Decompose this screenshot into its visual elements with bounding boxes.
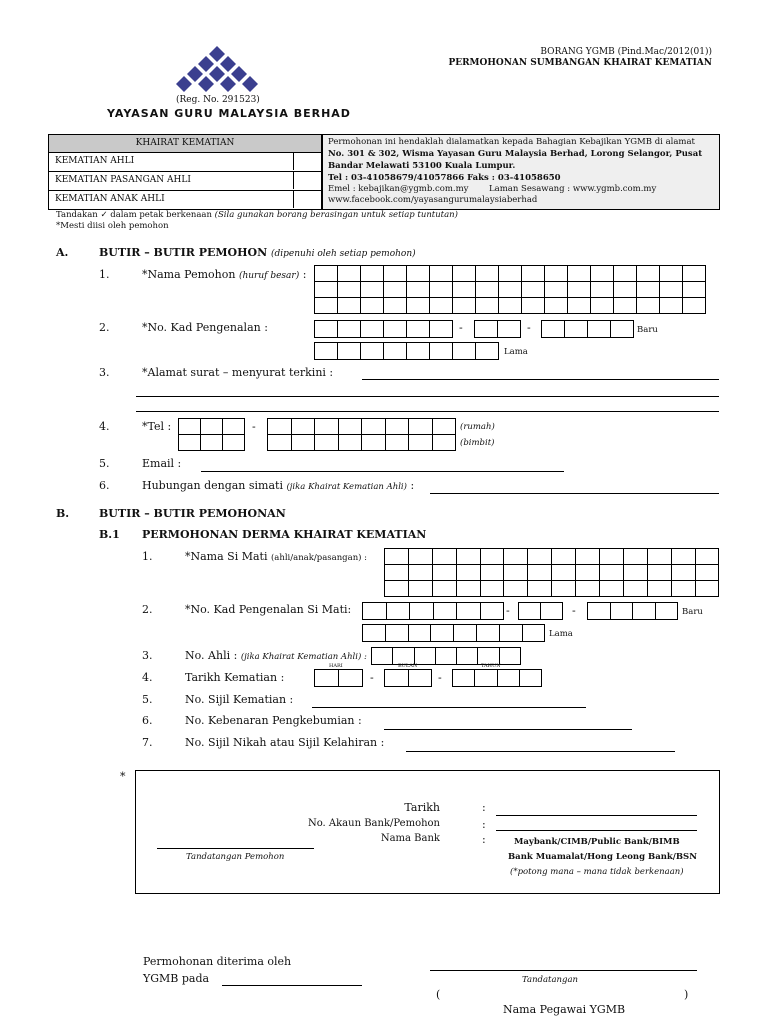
section-b-letter: B. bbox=[56, 507, 70, 520]
ic-simati-part1[interactable] bbox=[362, 602, 504, 620]
banks-note: (*potong mana – mana tidak berkenaan) bbox=[510, 867, 684, 877]
section-a-note: (dipenuhi oleh setiap pemohon) bbox=[271, 249, 416, 259]
banks-line-1: Maybank/CIMB/Public Bank/BIMB bbox=[514, 837, 680, 847]
alamat-line-1[interactable] bbox=[362, 379, 719, 380]
section-a-title bbox=[99, 247, 416, 259]
tarikh-bulan-grid[interactable] bbox=[384, 669, 432, 687]
section-b-title: BUTIR – BUTIR PEMOHONAN bbox=[99, 507, 286, 520]
dash: - bbox=[370, 671, 374, 684]
q-number: 1. bbox=[142, 550, 153, 563]
ic-simati-label: *No. Kad Pengenalan Si Mati: bbox=[185, 603, 352, 616]
colon: : bbox=[302, 268, 307, 281]
kebenaran-line[interactable] bbox=[384, 729, 632, 730]
colon: : bbox=[482, 801, 486, 814]
email-label: Email : bbox=[142, 457, 182, 470]
section-a-letter: A. bbox=[56, 246, 69, 259]
dash: - bbox=[438, 671, 442, 684]
dash: - bbox=[572, 604, 576, 617]
tel-prefix-grid[interactable] bbox=[178, 418, 245, 451]
section-a-title-text: BUTIR – BUTIR PEMOHON bbox=[99, 246, 268, 259]
email-line[interactable] bbox=[201, 471, 564, 472]
address-line: Bandar Melawati 53100 Kuala Lumpur. bbox=[328, 161, 516, 171]
contact-line: Tel : 03-41058679/41057866 Faks : 03-41058650 bbox=[328, 173, 561, 183]
baru-label: Baru bbox=[637, 325, 658, 335]
ic-simati-part3[interactable] bbox=[587, 602, 678, 620]
dash: - bbox=[506, 604, 510, 617]
tarikh-label: Tarikh bbox=[404, 801, 440, 814]
no-ahli-text: No. Ahli : bbox=[185, 649, 238, 662]
signature-label: Tandatangan Pemohon bbox=[186, 852, 285, 862]
alamat-label: *Alamat surat – menyurat terkini : bbox=[142, 366, 334, 379]
tick-note: (Sila gunakan borang berasingan untuk setiap tuntutan) bbox=[214, 210, 458, 220]
option-label: KEMATIAN AHLI bbox=[55, 156, 135, 166]
colon: : bbox=[410, 479, 415, 492]
asterisk: * bbox=[120, 770, 126, 783]
tick-label: Tandakan ✓ dalam petak berkenaan bbox=[56, 210, 212, 220]
facebook-link[interactable]: www.facebook.com/yayasangurumalaysiaberhad bbox=[328, 195, 538, 205]
q-number: 3. bbox=[99, 366, 110, 379]
q-number: 1. bbox=[99, 268, 110, 281]
akaun-label: No. Akaun Bank/Pemohon bbox=[307, 818, 440, 829]
bimbit-label: (bimbit) bbox=[460, 438, 495, 448]
no-ahli-label bbox=[185, 650, 367, 662]
dash: - bbox=[527, 321, 531, 334]
banks-line-2: Bank Muamalat/Hong Leong Bank/BSN bbox=[508, 852, 697, 862]
option-checkbox-pasangan[interactable] bbox=[293, 172, 320, 189]
lama-label: Lama bbox=[549, 629, 573, 639]
officer-signature-line[interactable] bbox=[430, 970, 697, 971]
hubungan-line[interactable] bbox=[430, 493, 719, 494]
nama-simati-grid[interactable] bbox=[384, 548, 719, 597]
mandatory-note: *Mesti diisi oleh pemohon bbox=[56, 221, 169, 231]
q-number: 4. bbox=[99, 420, 110, 433]
b1-number: B.1 bbox=[99, 528, 120, 541]
hubungan-hint: (jika Khairat Kematian Ahli) bbox=[286, 482, 407, 492]
email-link[interactable]: Emel : kebajikan@ygmb.com.my bbox=[328, 184, 469, 194]
hubungan-label bbox=[142, 480, 414, 492]
lama-label: Lama bbox=[504, 347, 528, 357]
paren-close: ) bbox=[684, 988, 689, 1001]
dash: - bbox=[252, 420, 256, 433]
q-number: 5. bbox=[142, 693, 153, 706]
received-date-line[interactable] bbox=[222, 985, 362, 986]
sijil-kematian-label: No. Sijil Kematian : bbox=[185, 693, 294, 706]
q-number: 2. bbox=[142, 603, 153, 616]
reg-no: (Reg. No. 291523) bbox=[176, 95, 260, 105]
hari-label: HARI bbox=[329, 663, 343, 669]
q-number: 6. bbox=[142, 714, 153, 727]
nama-bank-label: Nama Bank bbox=[380, 833, 440, 844]
officer-signature-label: Tandatangan bbox=[522, 975, 579, 985]
ic-baru-part1[interactable] bbox=[314, 320, 453, 338]
options-table bbox=[48, 134, 322, 210]
no-ahli-hint: (jika Khairat Kematian Ahli) : bbox=[240, 652, 367, 662]
ic-baru-part3[interactable] bbox=[541, 320, 634, 338]
tarikh-kematian-label: Tarikh Kematian : bbox=[185, 671, 285, 684]
nama-simati-hint: (ahli/anak/pasangan) : bbox=[270, 553, 368, 563]
address-line: No. 301 & 302, Wisma Yayasan Guru Malaysia Berhad, Lorong Selangor, Pusat bbox=[328, 149, 703, 159]
option-row-anak bbox=[49, 191, 321, 209]
tel-label: *Tel : bbox=[142, 420, 172, 433]
sijil-nikah-label: No. Sijil Nikah atau Sijil Kelahiran : bbox=[185, 736, 385, 749]
tick-instruction bbox=[56, 211, 458, 220]
tarikh-hari-grid[interactable] bbox=[314, 669, 363, 687]
akaun-line[interactable] bbox=[496, 830, 697, 831]
option-row-pasangan bbox=[49, 172, 321, 191]
form-title: PERMOHONAN SUMBANGAN KHAIRAT KEMATIAN bbox=[448, 58, 712, 68]
org-name: YAYASAN GURU MALAYSIA BERHAD bbox=[107, 107, 351, 120]
nama-simati-text: *Nama Si Mati bbox=[185, 550, 268, 563]
hubungan-text: Hubungan dengan simati bbox=[142, 479, 283, 492]
form-code: BORANG YGMB (Pind.Mac/2012(01)) bbox=[540, 47, 712, 57]
paren-open: ( bbox=[436, 988, 441, 1001]
dash: - bbox=[459, 321, 463, 334]
ic-baru-part2[interactable] bbox=[474, 320, 521, 338]
officer-name-label: Nama Pegawai YGMB bbox=[503, 1003, 626, 1016]
bulan-label: BULAN bbox=[398, 663, 418, 669]
alamat-line-3[interactable] bbox=[136, 411, 719, 412]
address-line: Permohonan ini hendaklah dialamatkan kepada Bahagian Kebajikan YGMB di alamat bbox=[328, 137, 695, 147]
nama-pemohon-grid[interactable] bbox=[314, 265, 706, 314]
q-number: 5. bbox=[99, 457, 110, 470]
ic-simati-part2[interactable] bbox=[518, 602, 563, 620]
nama-pemohon-label bbox=[142, 269, 306, 281]
ic-lama-grid[interactable] bbox=[314, 342, 499, 360]
tarikh-line[interactable] bbox=[496, 815, 697, 816]
tarikh-tahun-grid[interactable] bbox=[452, 669, 542, 687]
option-row-ahli bbox=[49, 153, 321, 172]
q-number: 4. bbox=[142, 671, 153, 684]
tahun-label: TAHUN bbox=[481, 663, 501, 669]
option-label: KEMATIAN ANAK AHLI bbox=[55, 194, 165, 204]
sijil-kematian-line[interactable] bbox=[312, 707, 586, 708]
nama-pemohon-text: *Nama Pemohon bbox=[142, 268, 236, 281]
colon: : bbox=[482, 818, 486, 831]
colon: : bbox=[482, 833, 486, 846]
website-link[interactable]: Laman Sesawang : www.ygmb.com.my bbox=[489, 184, 657, 194]
alamat-line-2[interactable] bbox=[136, 396, 719, 397]
sijil-nikah-line[interactable] bbox=[406, 751, 675, 752]
q-number: 6. bbox=[99, 479, 110, 492]
ic-label: *No. Kad Pengenalan : bbox=[142, 321, 268, 334]
ygmb-logo bbox=[172, 44, 262, 94]
options-heading: KHAIRAT KEMATIAN bbox=[135, 138, 235, 148]
q-number: 7. bbox=[142, 736, 153, 749]
address-box bbox=[322, 134, 720, 210]
kebenaran-label: No. Kebenaran Pengkebumian : bbox=[185, 714, 362, 727]
baru-label: Baru bbox=[682, 607, 703, 617]
q-number: 2. bbox=[99, 321, 110, 334]
option-checkbox-ahli[interactable] bbox=[293, 153, 320, 170]
rumah-label: (rumah) bbox=[460, 422, 495, 432]
received-line-1: Permohonan diterima oleh bbox=[143, 955, 292, 968]
b1-title: PERMOHONAN DERMA KHAIRAT KEMATIAN bbox=[142, 528, 427, 541]
q-number: 3. bbox=[142, 649, 153, 662]
received-line-2: YGMB pada bbox=[143, 972, 210, 985]
option-label: KEMATIAN PASANGAN AHLI bbox=[55, 175, 191, 185]
ic-simati-lama[interactable] bbox=[362, 624, 545, 642]
signature-line[interactable] bbox=[157, 848, 314, 849]
tel-number-grid[interactable] bbox=[267, 418, 456, 451]
nama-simati-label bbox=[185, 551, 367, 563]
huruf-besar-hint: (huruf besar) bbox=[238, 271, 300, 281]
options-table-header bbox=[49, 135, 321, 153]
option-checkbox-anak[interactable] bbox=[293, 191, 320, 208]
